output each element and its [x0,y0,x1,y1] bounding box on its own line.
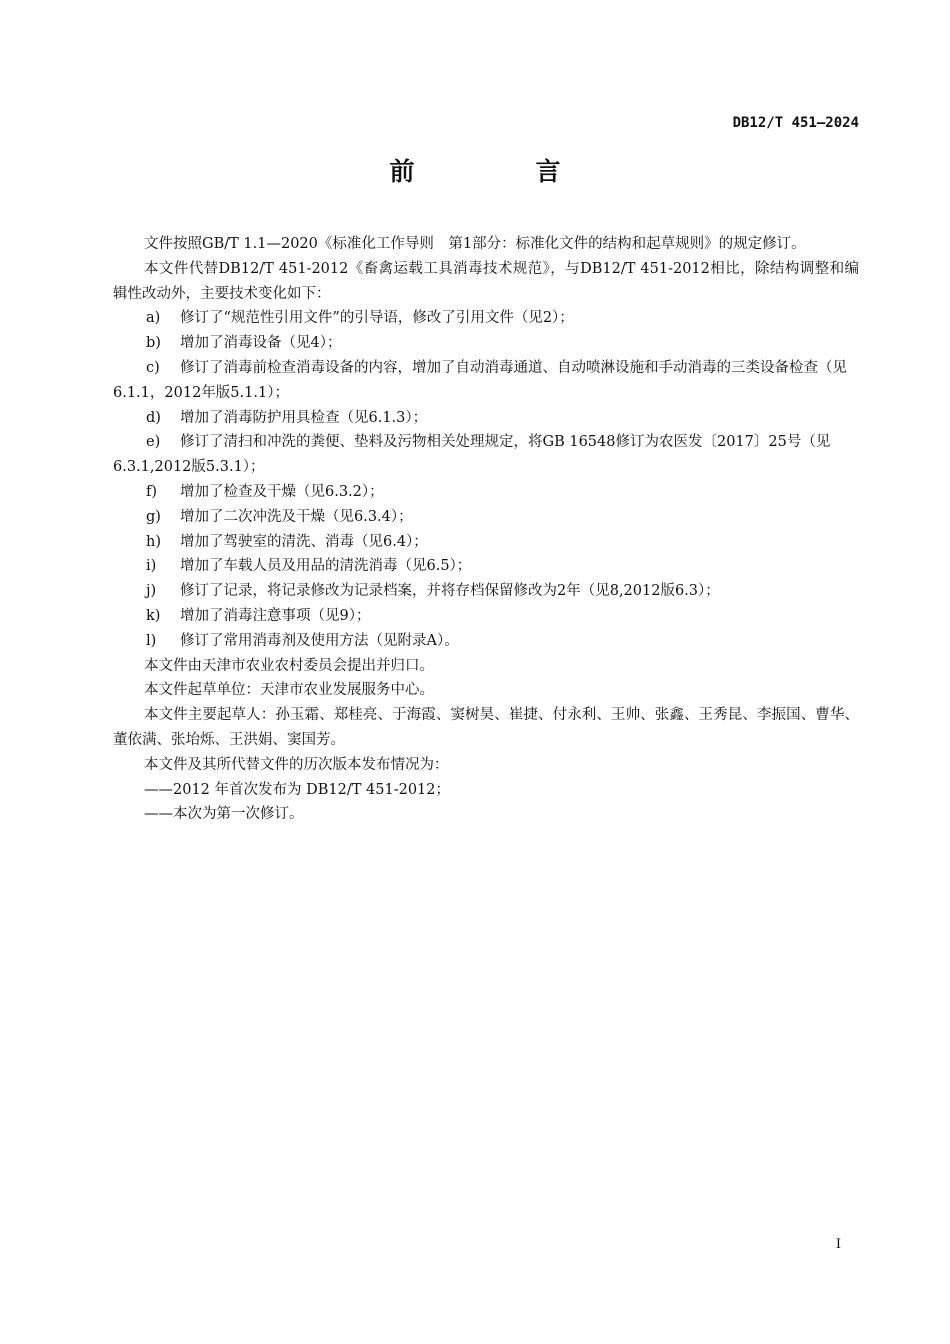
list-marker: i) [146,558,157,575]
change-item-h [113,530,859,555]
list-item-text: 增加了二次冲洗及干燥（见6.3.4）； [180,508,413,525]
list-marker: b) [146,335,161,352]
list-marker: e) [146,434,161,451]
list-marker: j) [146,583,157,600]
paragraph-first-release: ——2012 年首次发布为 DB12/T 451-2012； [144,781,450,798]
change-item-e [113,430,859,480]
change-item-g [113,505,859,530]
change-item-a [113,306,859,331]
list-item-text: 修订了消毒前检查消毒设备的内容，增加了自动消毒通道、自动喷淋设施和手动消毒的三类设备检查（见6.1.1，2012年版5.1.1）； [113,359,847,401]
list-item-text: 修订了记录，将记录修改为记录档案，并将存档保留修改为2年（见8,2012版6.3）； [180,583,720,600]
list-marker: f) [146,483,158,500]
list-item-text: 增加了消毒防护用具检查（见6.1.3）； [180,409,428,426]
paragraph-revision-note: ——本次为第一次修订。 [144,806,304,823]
list-marker: a) [146,310,161,327]
page-number: I [835,1237,841,1252]
change-item-b [113,331,859,356]
change-item-i [113,554,859,579]
list-item-text: 增加了消毒注意事项（见9）； [180,607,371,624]
list-marker: l) [146,632,157,649]
list-item-text: 增加了消毒设备（见4）； [180,335,342,352]
list-marker: d) [146,409,161,426]
document-code: DB12/T 451—2024 [732,115,859,131]
paragraph-drafters: 本文件主要起草人：孙玉霜、郑桂亮、于海霞、窦树昊、崔捷、付永利、王帅、张鑫、王秀昆、李振国、曹华、董依满、张坮烁、王洪娟、窦国芳。 [113,707,859,748]
list-item-text: 修订了“规范性引用文件”的引导语，修改了引用文件（见2）； [180,310,574,327]
list-item-text: 修订了常用消毒剂及使用方法（见附录A）。 [180,632,459,649]
change-item-k [113,604,859,629]
paragraph-drafting-rules: 文件按照GB/T 1.1—2020《标准化工作导则 第1部分：标准化文件的结构和起草规则》的规定修订。 [144,236,806,252]
change-item-d [113,406,859,431]
page-title: 前 言 [389,157,609,186]
change-item-l [113,629,859,654]
list-item-text: 修订了清扫和冲洗的粪便、垫料及污物相关处理规定，将GB 16548修订为农医发〔2017〕25号（见6.3.1,2012版5.3.1）； [113,434,831,476]
change-item-j [113,579,859,604]
paragraph-version-history: 本文件及其所代替文件的历次版本发布情况为： [144,756,449,773]
list-item-text: 增加了车载人员及用品的清洗消毒（见6.5）； [180,558,472,575]
list-marker: k) [146,607,161,624]
change-item-c [113,356,859,406]
list-item-text: 增加了检查及干燥（见6.3.2）； [180,483,384,500]
list-marker: c) [146,359,160,376]
paragraph-drafting-unit: 本文件起草单位：天津市农业发展服务中心。 [144,682,434,699]
preface-body [113,232,859,827]
list-marker: g) [146,508,161,525]
list-item-text: 增加了驾驶室的清洗、消毒（见6.4）； [180,533,428,550]
change-item-f [113,480,859,505]
paragraph-replacement: 本文件代替DB12/T 451-2012《畜禽运载工具消毒技术规范》，与DB12/T 451-2012相比，除结构调整和编辑性改动外，主要技术变化如下： [113,260,859,302]
paragraph-proposer: 本文件由天津市农业农村委员会提出并归口。 [144,657,434,674]
list-marker: h) [146,533,161,550]
